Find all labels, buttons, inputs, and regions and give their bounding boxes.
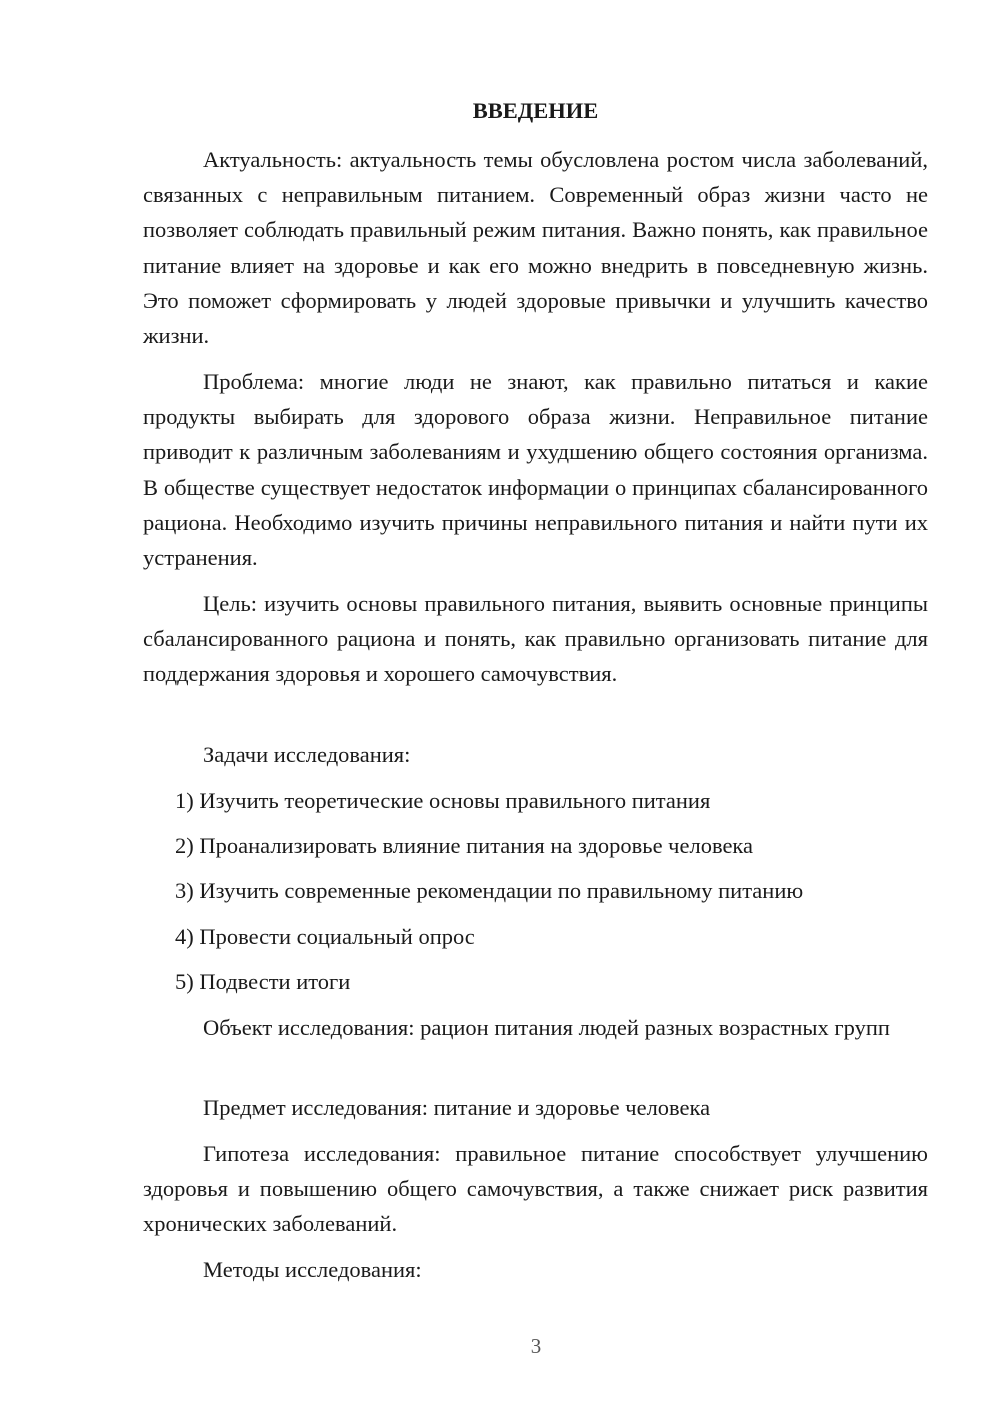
task-item-5: 5) Подвести итоги <box>175 969 351 994</box>
task-item-2: 2) Проанализировать влияние питания на здоровье человека <box>175 833 754 858</box>
task-item-1: 1) Изучить теоретические основы правильного питания <box>175 788 711 813</box>
section-title: ВВЕДЕНИЕ <box>472 98 599 123</box>
task-item-3: 3) Изучить современные рекомендации по правильному питанию <box>175 878 804 903</box>
page-number: 3 <box>530 1334 542 1358</box>
paragraph-subject: Предмет исследования: питание и здоровье человека <box>203 1095 711 1120</box>
task-item-4: 4) Провести социальный опрос <box>175 924 475 949</box>
methods-heading: Методы исследования: <box>203 1257 422 1282</box>
paragraph-problem: Проблема: многие люди не знают, как правильно питаться и какие продукты выбирать для здорового образа жизни. Неправильное питание приводит к различным заболеваниям и ухудшению общего состояния организма. В обществе существует недостаток информации о принципах сбалансированного рациона. Необходимо изучить причины неправильного питания и найти пути их устранения. <box>143 369 928 571</box>
paragraph-hypothesis: Гипотеза исследования: правильное питание способствует улучшению здоровья и повышению общего самочувствия, а также снижает риск развития хронических заболеваний. <box>143 1141 928 1237</box>
paragraph-relevance: Актуальность: актуальность темы обусловлена ростом числа заболеваний, связанных с неправильным питанием. Современный образ жизни часто не позволяет соблюдать правильный режим питания. Важно понять, как правильное питание влияет на здоровье и как его можно внедрить в повседневную жизнь. Это поможет сформировать у людей здоровые привычки и улучшить качество жизни. <box>143 147 928 349</box>
tasks-heading: Задачи исследования: <box>203 742 411 767</box>
paragraph-object: Объект исследования: рацион питания людей разных возрастных групп <box>203 1015 890 1040</box>
paragraph-goal: Цель: изучить основы правильного питания, выявить основные принципы сбалансированного рациона и понять, как правильно организовать питание для поддержания здоровья и хорошего самочувствия. <box>143 591 928 687</box>
